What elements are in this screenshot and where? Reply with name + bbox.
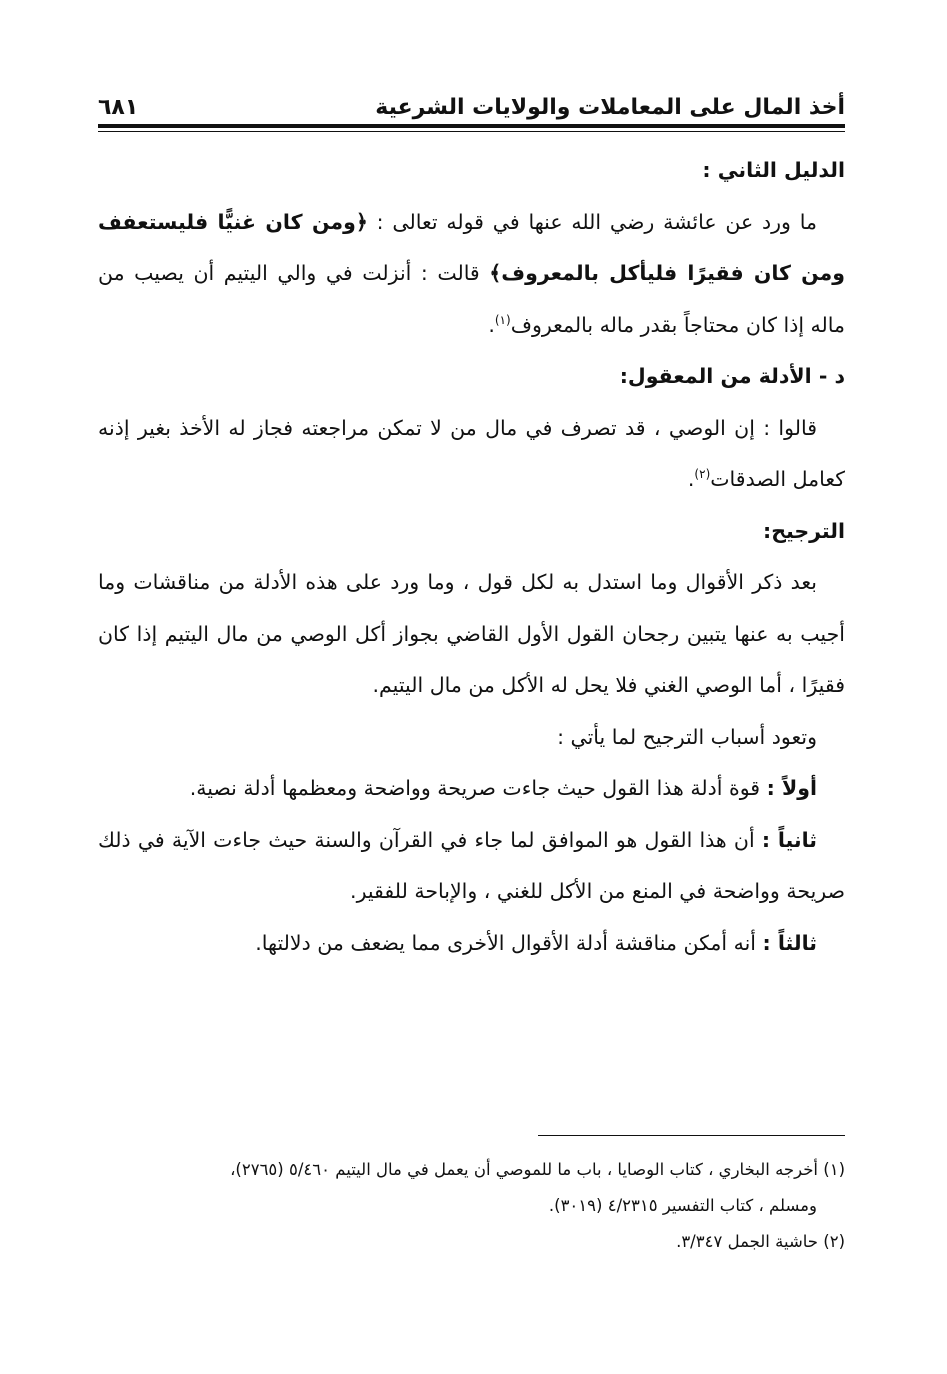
reason-second-label: ثانياً : [761, 827, 818, 852]
text-pre: ما ورد عن عائشة رضي الله عنها في قوله تعالى : [367, 209, 817, 234]
footnote-2: (٢) حاشية الجمل ٣/٣٤٧. [676, 1232, 845, 1251]
heading-second-evidence: الدليل الثاني : [702, 158, 845, 182]
text-post: قالت : أنزلت في والي اليتيم أن يصيب من ماله إذا كان محتاجاً بقدر ماله بالمعروف [98, 261, 845, 337]
header-title: أخذ المال على المعاملات والولايات الشرعية [375, 95, 845, 120]
footnote-1-continued: ومسلم ، كتاب التفسير ٤/٢٣١٥ (٣٠١٩). [548, 1196, 817, 1215]
page-number: ٦٨١ [98, 95, 139, 120]
reason-second [98, 815, 845, 918]
paragraph-reason-evidence [98, 403, 845, 506]
footnote-ref-2[interactable]: (٢) [694, 467, 711, 482]
reason-third-text: أنه أمكن مناقشة أدلة الأقوال الأخرى مما يضعف من دلالتها. [255, 930, 763, 955]
paragraph-preference: بعد ذكر الأقوال وما استدل به لكل قول ، وما ورد على هذه الأدلة من مناقشات وما أجيب به عنها يتبين رجحان القول الأول القاضي بجواز أكل الوصي من مال اليتيم إذا كان فقيرًا ، أما الوصي الغني فلا يحل له الأكل من مال اليتيم. [98, 570, 845, 697]
running-header [98, 88, 845, 120]
reason-end: . [687, 467, 695, 491]
header-rule-thick [98, 124, 845, 128]
quran-verse: ﴿ومن كان غنيًّا فليستعفف ومن كان فقيرًا فليأكل بالمعروف﴾ [98, 209, 845, 285]
heading-reason-evidence: د - الأدلة من المعقول: [619, 364, 845, 388]
footnote-ref-1[interactable]: (١) [494, 312, 511, 327]
reason-second-text: أن هذا القول هو الموافق لما جاء في القرآن والسنة حيث جاءت الآية في ذلك صريحة وواضحة في المنع من الأكل للغني ، والإباحة للفقير. [98, 827, 845, 903]
footnote-separator [538, 1135, 845, 1136]
reason-third-label: ثالثاً : [762, 930, 817, 955]
main-text [98, 145, 845, 969]
reason-first-text: قوة أدلة هذا القول حيث جاءت صريحة وواضحة ومعظمها أدلة نصية. [189, 776, 767, 800]
reason-first [98, 763, 845, 815]
reason-third [98, 918, 845, 970]
text-end: . [488, 312, 495, 337]
reasons-intro: وتعود أسباب الترجيح لما يأتي : [557, 724, 817, 749]
header-rule-thin [98, 131, 845, 132]
heading-preference: الترجيح: [763, 518, 845, 543]
footnote-1: (١) أخرجه البخاري ، كتاب الوصايا ، باب ما للموصي أن يعمل في مال اليتيم ٥/٤٦٠ (٢٧٦٥)، [230, 1160, 845, 1179]
reason-text: قالوا : إن الوصي ، قد تصرف في مال من لا تمكن مراجعته فجاز له الأخذ بغير إذنه كعامل الصدقات [98, 415, 845, 491]
paragraph-second-evidence [98, 197, 845, 352]
footnotes [98, 1152, 845, 1260]
reason-first-label: أولاً : [766, 776, 817, 800]
